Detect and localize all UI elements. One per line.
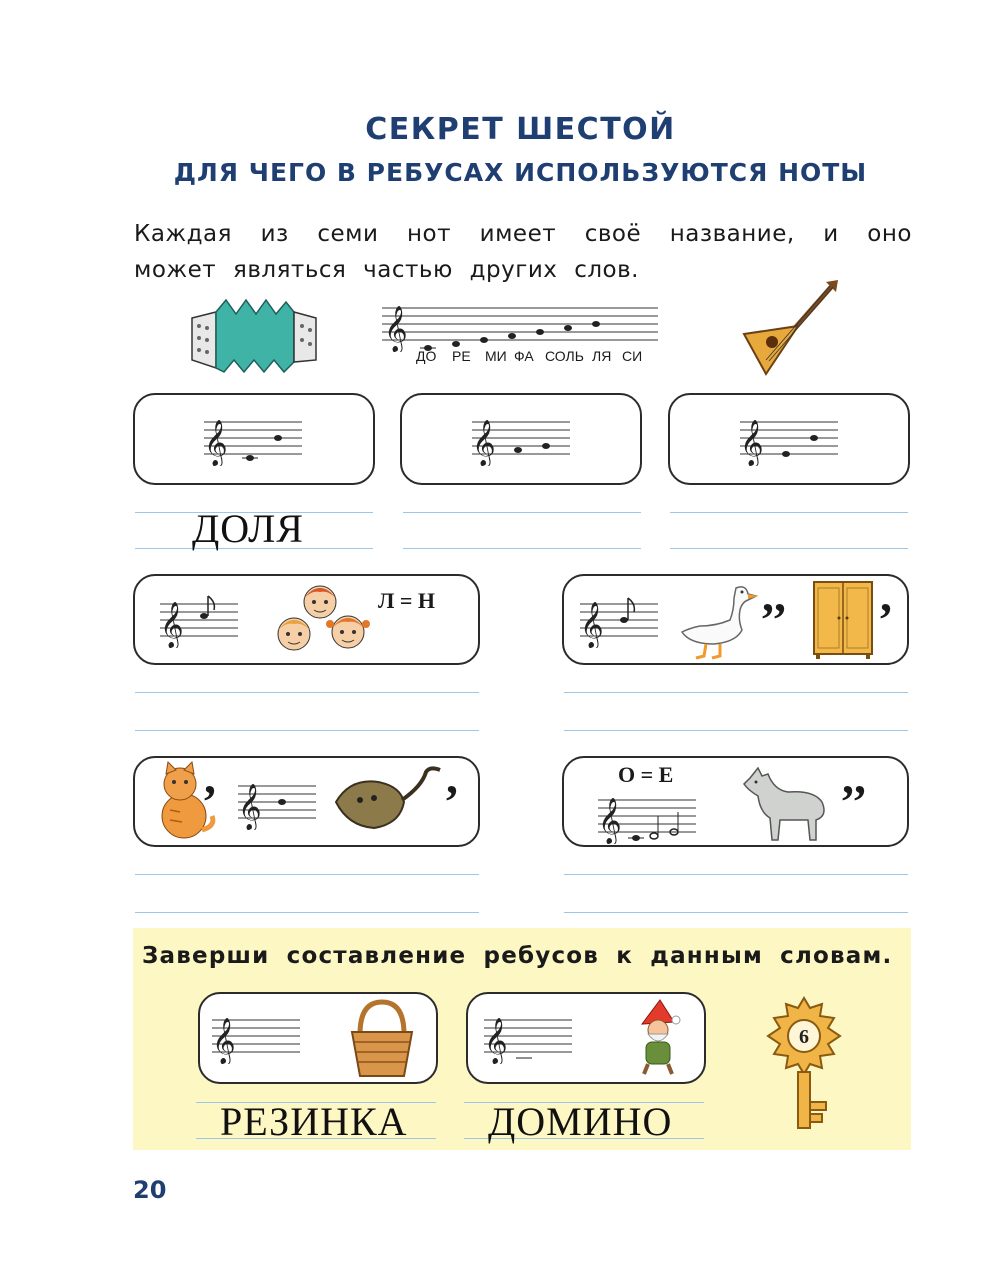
key-number: 6 xyxy=(799,1026,809,1048)
letter-replace-rule: Л = Н xyxy=(378,588,436,613)
answer-text: ДОЛЯ xyxy=(192,506,304,551)
note-label: ЛЯ xyxy=(592,348,612,364)
answer-line xyxy=(135,692,479,693)
svg-text:𝄞: 𝄞 xyxy=(472,420,496,466)
note-label: СИ xyxy=(622,348,643,364)
answer-line xyxy=(670,512,908,513)
letter-replace-rule: О = Е xyxy=(618,762,674,787)
svg-text:𝄞: 𝄞 xyxy=(204,420,228,466)
answer-line xyxy=(135,730,479,731)
answer-line xyxy=(403,548,641,549)
note-label: РЕ xyxy=(452,348,471,364)
balalaika-icon xyxy=(736,278,842,378)
note-label: ДО xyxy=(416,348,437,364)
answer-line xyxy=(135,912,479,913)
staff-do-la xyxy=(204,412,304,466)
empty-staff[interactable] xyxy=(212,1010,302,1064)
svg-text:𝄞: 𝄞 xyxy=(580,602,604,648)
accordion-icon xyxy=(186,296,322,376)
goose-icon xyxy=(676,580,758,660)
page-number: 20 xyxy=(133,1176,167,1204)
task-word-2: ДОМИНО xyxy=(488,1099,673,1144)
svg-text:𝄞: 𝄞 xyxy=(740,420,764,466)
comma-mark: , xyxy=(880,569,892,622)
staff-fa-sol xyxy=(472,412,572,466)
comma-mark: , xyxy=(446,751,458,804)
svg-text:𝄞: 𝄞 xyxy=(484,1018,508,1064)
children-faces-icon xyxy=(272,580,372,660)
note-label: ФА xyxy=(514,348,534,364)
comma-mark: ,, xyxy=(762,569,786,622)
task-instruction: Заверши составление ребусов к данным словам. xyxy=(142,943,893,969)
answer-line xyxy=(564,874,908,875)
staff-mi-la xyxy=(740,412,840,466)
page-subtitle: ДЛЯ ЧЕГО В РЕБУСАХ ИСПОЛЬЗУЮТСЯ НОТЫ xyxy=(173,158,868,187)
task-word-1: РЕЗИНКА xyxy=(220,1099,408,1144)
stingray-icon xyxy=(330,762,446,842)
staff-la-2 xyxy=(238,776,318,830)
svg-text:𝄞: 𝄞 xyxy=(212,1018,236,1064)
answer-line xyxy=(564,912,908,913)
staff-la xyxy=(580,594,660,648)
svg-text:𝄞: 𝄞 xyxy=(384,306,408,352)
gnome-icon xyxy=(622,996,692,1078)
wolf-icon xyxy=(740,760,832,844)
note-label: МИ xyxy=(485,348,507,364)
answer-line xyxy=(564,730,908,731)
page-title: СЕКРЕТ ШЕСТОЙ xyxy=(365,112,676,147)
svg-text:𝄞: 𝄞 xyxy=(160,602,184,648)
staff-do-empty[interactable] xyxy=(484,1010,574,1064)
svg-text:𝄞: 𝄞 xyxy=(598,798,622,844)
comma-mark: ,, xyxy=(842,751,866,804)
comma-mark: , xyxy=(204,751,216,804)
key-icon xyxy=(758,994,850,1134)
note-label: СОЛЬ xyxy=(545,348,584,364)
answer-line xyxy=(670,548,908,549)
note-scale-staff xyxy=(382,298,660,352)
wardrobe-icon xyxy=(810,578,876,660)
basket-icon xyxy=(346,996,418,1080)
answer-line xyxy=(564,692,908,693)
staff-do-re-mi xyxy=(598,790,698,844)
intro-paragraph: Каждая из семи нот имеет своё название, и оно может являться частью других слов. xyxy=(134,221,912,283)
answer-line xyxy=(403,512,641,513)
svg-text:𝄞: 𝄞 xyxy=(238,784,262,830)
answer-line xyxy=(135,874,479,875)
staff-si xyxy=(160,594,240,648)
